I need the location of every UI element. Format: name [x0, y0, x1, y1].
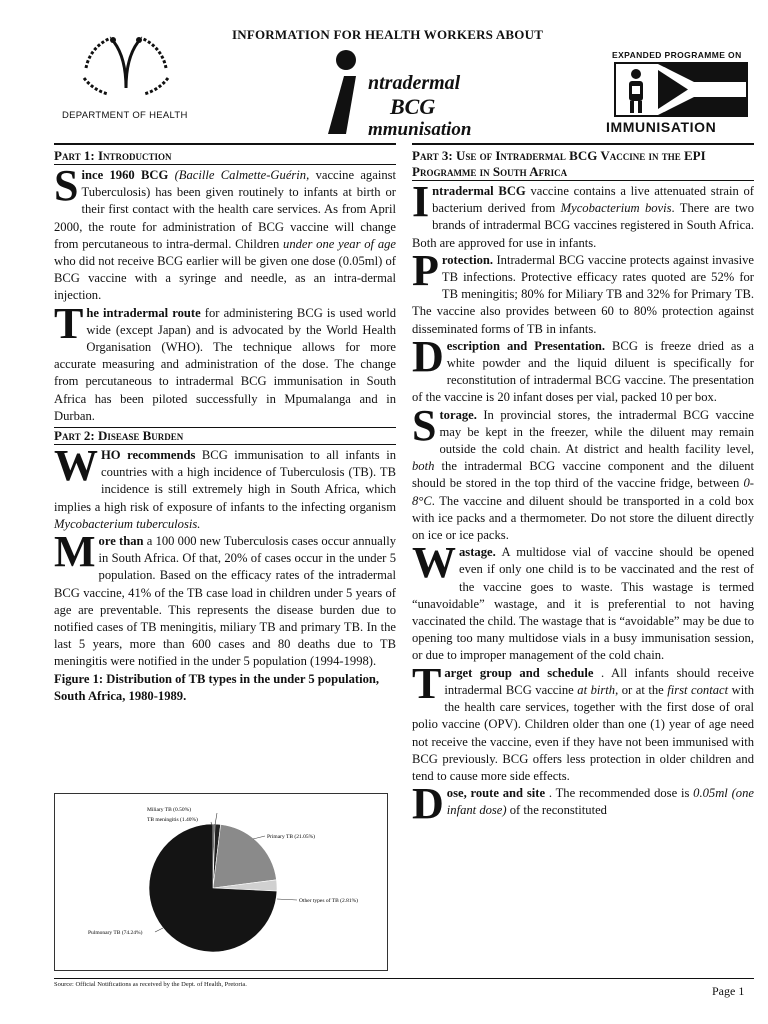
pie-chart-frame — [54, 793, 388, 971]
header-rule-right — [412, 143, 754, 145]
cases-paragraph: More than a 100 000 new Tuberculosis cases occur annually in South Africa. Of that, 20% of cases occur in the under 5 population. Based on the efficacy rates of the intradermal BCG vaccine, 41% of the TB case load in children under 5 years of age are preventable. This represents the disease burden due to notified cases of TB meningitis, miliary TB and primary TB. In the last 5 years, more than 600 cases and 80 deaths due to TB meningitis were notified in the under 5 population (1994-1998). — [54, 527, 396, 669]
storage-paragraph: Storage. In provincial stores, the intradermal BCG vaccine may be kept in the freezer, while the diluent may remain outside the cold chain. At district and health facility level, both the intradermal BCG vaccine component and the diluent should be stored in the top third of the vaccine fridge, between 0-8°C. The vaccine and diluent should be transported in a cold box with ice packs and a thermometer. Do not store the diluent directly on ice or ice packs. — [412, 400, 754, 543]
pie-leader-line — [155, 928, 163, 932]
title-line-1: ntradermal — [368, 72, 461, 94]
pie-slice-label: Other types of TB (2.81%) — [299, 898, 359, 904]
pie-slice-label: Pulmonary TB (74.24%) — [88, 930, 143, 936]
epi-bottom-label: IMMUNISATION — [606, 119, 717, 135]
big-i-glyph — [322, 48, 362, 138]
route-paragraph: The intradermal route for administering BCG is used world wide (except Japan) and is advocated by the World Health Organisation (WHO). The technique allows for more accurate measuring and administration of the dose. The change from percutaneous to intradermal BCG immunisation in South Africa has been piloted successfully in Mpumalanga and in Durban. — [54, 298, 397, 423]
figure-caption: Figure 1: Distribution of TB types in the under 5 population, South Africa, 1980-1989. — [54, 671, 380, 703]
source-note: Source: Official Notifications as received by the Dept. of Health, Pretoria. — [54, 981, 247, 988]
title-line-2: BCG — [390, 94, 436, 119]
epi-logo — [614, 62, 748, 117]
pie-leader-line — [253, 836, 265, 839]
part1-heading: Part 1: Introduction — [54, 148, 396, 165]
dose-paragraph: Dose, route and site . The recommended dose is 0.05ml (one infant dose) of the reconstituted — [412, 779, 754, 829]
pie-slice-label: Primary TB (21.05%) — [267, 834, 316, 840]
part3-heading: Part 3: Use of Intradermal BCG Vaccine in the EPI Programme in South Africa — [412, 148, 754, 181]
footer-rule — [54, 978, 754, 979]
department-of-health-logo — [66, 28, 186, 98]
pie-leader-line — [277, 899, 297, 900]
pie-slice-label: TB meningitis (1.40%) — [147, 817, 198, 823]
pie-leader-line — [215, 813, 217, 825]
wastage-paragraph: Wastage. A multidose vial of vaccine should be opened even if only one child is to be vaccinated and the rest of the vaccine goes to waste. This wastage is termed “unavoidable” wastage, and it is preferential to not having vaccinated the child. The wastage that is “avoidable” may be due to opening too many multidose vials in a busy immunisation session, or due to improper management of the cold chain. — [412, 538, 754, 663]
target-group-paragraph: Target group and schedule . All infants should receive intradermal BCG vaccine at birth, or at the first contact with the health care services, together with the first dose of oral polio vaccine (OPV). Children older than one (1) year of age need not receive the vaccine, even if they have not been immunised with BCG previously. BCG offers less protection in older children and tend to cause more side effects. — [412, 658, 754, 783]
protection-paragraph: Protection. Intradermal BCG vaccine protects against invasive TB infections. Protective efficacy rates quoted are 52% for TB meningitis; 80% for Miliary TB and 32% for Primary TB. The vaccine also provides between 60 to 80% protection against disseminated forms of TB in infants. — [412, 245, 754, 336]
intradermal-paragraph: Intradermal BCG vaccine contains a live attenuated strain of bacterium derived from Mycobacterium bovis. There are two brands of intradermal BCG vaccines registered in South Africa. Both are approved for use in infants. — [412, 177, 754, 250]
intro-paragraph: Since 1960 BCG (Bacille Calmette-Guérin, vaccine against Tuberculosis) has been given routinely to infants at birth or their first contact with the health care services. As from April 2000, the route for administration of BCG vaccine will change from percutaneous to intra-dermal. Children under one year of age who did not receive BCG earlier will be given one dose (0.05ml) of BCG vaccine with a syringe and needle, as an intra-dermal injection. — [54, 161, 397, 303]
left-column — [54, 148, 396, 705]
department-label: DEPARTMENT OF HEALTH — [62, 110, 188, 121]
part2-heading: Part 2: Disease Burden — [54, 427, 396, 445]
pie-slice-label: Miliary TB (0.50%) — [147, 807, 192, 813]
header-rule-left — [54, 143, 396, 145]
right-column — [412, 148, 755, 829]
tb-distribution-pie-chart — [55, 794, 387, 970]
epi-flag-icon — [616, 64, 746, 115]
description-paragraph: Description and Presentation. BCG is freeze dried as a white powder and the liquid diluent is specifically for reconstitution of intradermal BCG vaccine. The presentation of the vaccine is 20 infant doses per vial, packed 10 per box. — [412, 331, 755, 405]
page-number: Page 1 — [712, 984, 745, 998]
epi-top-label: EXPANDED PROGRAMME ON — [612, 50, 742, 60]
title-line-3: mmunisation — [368, 119, 472, 140]
who-paragraph: WHO recommends BCG immunisation to all infants in countries with a high incidence of Tuberculosis (TB). TB incidence is still extremely high in South Africa, which implies a high risk of exposure of infants to the infecting organism Mycobacterium tuberculosis. — [54, 441, 396, 531]
header-title: INFORMATION FOR HEALTH WORKERS ABOUT — [232, 27, 544, 42]
